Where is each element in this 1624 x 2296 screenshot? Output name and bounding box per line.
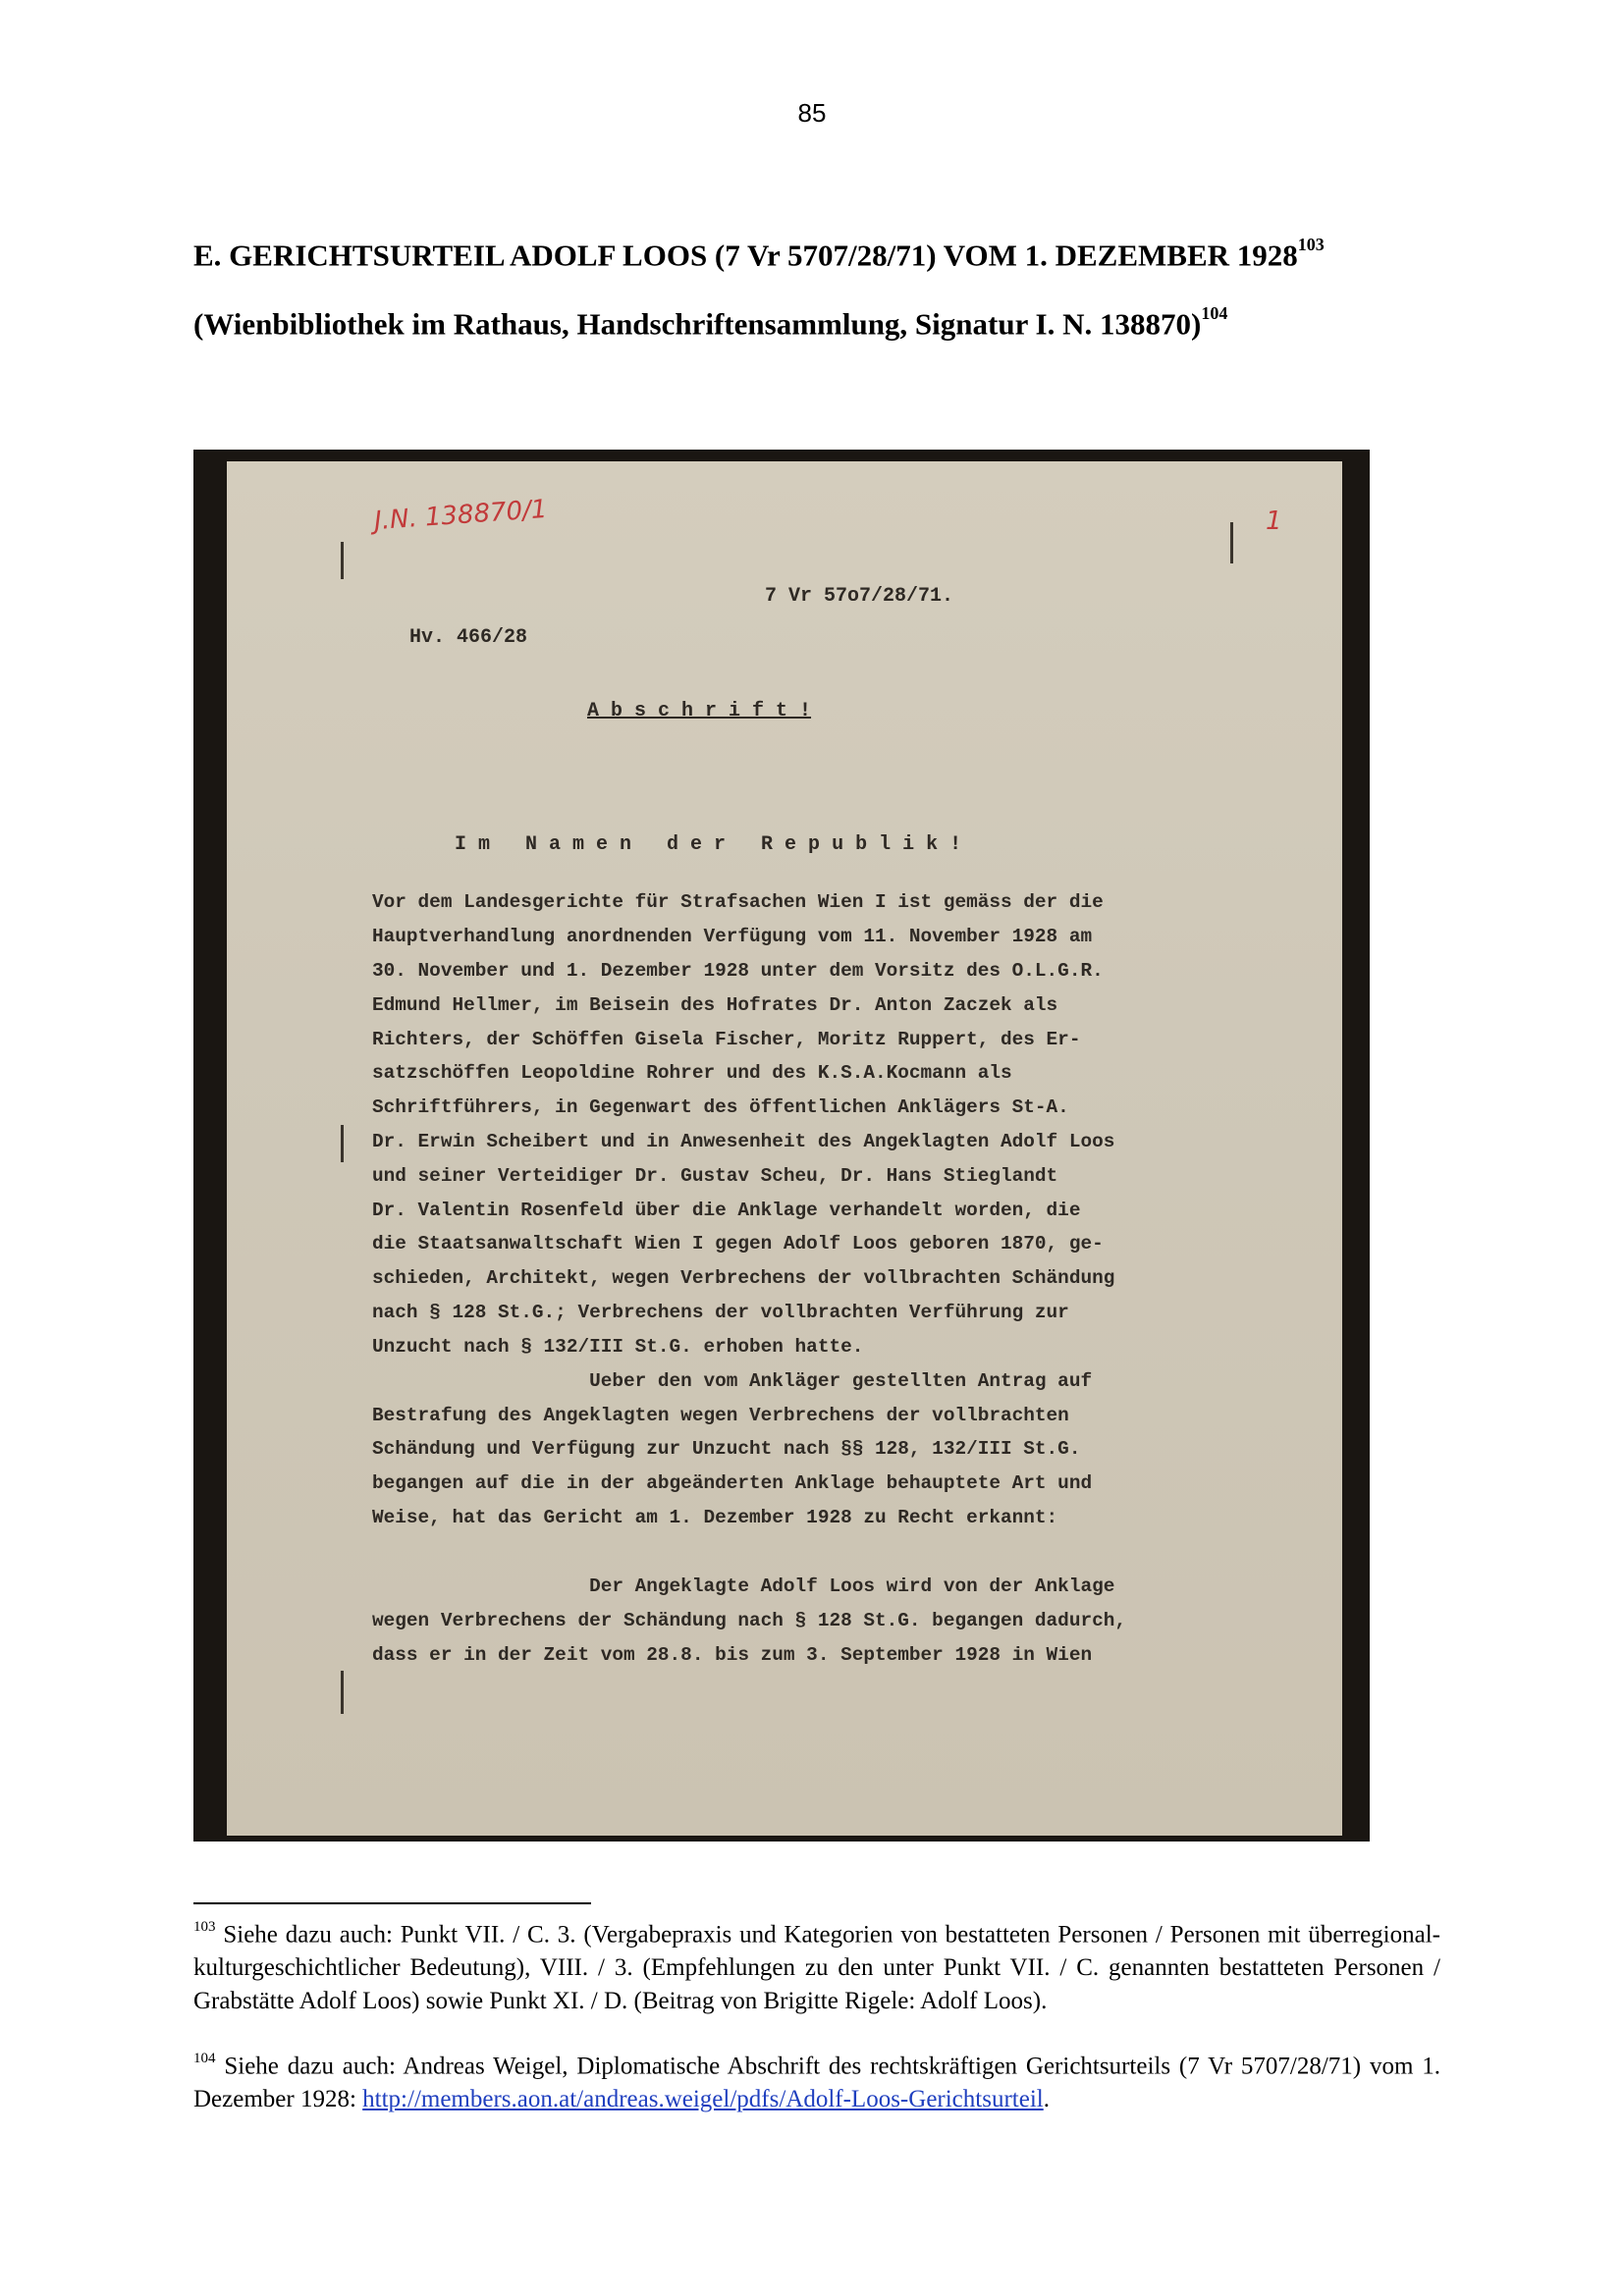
judgment-line: Der Angeklagte Adolf Loos wird von der Anklage <box>372 1575 1115 1597</box>
judgment-line: Weise, hat das Gericht am 1. Dezember 1928 zu Recht erkannt: <box>372 1507 1058 1528</box>
archive-stamp: J.N. 138870/1 <box>373 494 549 537</box>
source-heading <box>193 303 1470 342</box>
page-number: 85 <box>797 98 827 128</box>
source-link[interactable]: http://members.aon.at/andreas.weigel/pdfs/Adolf-Loos-Gerichtsurteil <box>362 2086 1044 2113</box>
file-number: 7 Vr 57o7/28/71. <box>765 585 954 608</box>
abschrift-heading: A b s c h r i f t ! <box>587 700 812 722</box>
judgment-line: nach § 128 St.G.; Verbrechens der vollbrachten Verführung zur <box>372 1302 1069 1323</box>
source-heading-text: (Wienbibliothek im Rathaus, Handschriftensammlung, Signatur I. N. 138870) <box>193 306 1202 342</box>
judgment-line: begangen auf die in der abgeänderten Anklage behauptete Art und <box>372 1472 1093 1494</box>
judgment-line: Hauptverhandlung anordnenden Verfügung vom 11. November 1928 am <box>372 926 1093 947</box>
judgment-line: schieden, Architekt, wegen Verbrechens der vollbrachten Schändung <box>372 1267 1115 1289</box>
judgment-line: Dr. Valentin Rosenfeld über die Anklage verhandelt worden, die <box>372 1200 1081 1221</box>
punch-mark <box>1230 522 1233 563</box>
footnote-ref-103[interactable]: 103 <box>1297 235 1325 254</box>
judgment-line: satzschöffen Leopoldine Rohrer und des K.S.A.Kocmann als <box>372 1062 1012 1084</box>
scanned-paper <box>227 461 1342 1836</box>
judgment-line: Schändung und Verfügung zur Unzucht nach §§ 128, 132/III St.G. <box>372 1438 1081 1460</box>
section-heading <box>193 235 1470 273</box>
judgment-line: Edmund Hellmer, im Beisein des Hofrates Dr. Anton Zaczek als <box>372 994 1058 1016</box>
judgment-line: Bestrafung des Angeklagten wegen Verbrechens der vollbrachten <box>372 1405 1069 1426</box>
judgment-line: Unzucht nach § 132/III St.G. erhoben hatte. <box>372 1336 864 1358</box>
judgment-line: Dr. Erwin Scheibert und in Anwesenheit des Angeklagten Adolf Loos <box>372 1131 1115 1152</box>
scanned-document-image <box>193 450 1370 1842</box>
footnote-trailing: . <box>1043 2086 1050 2113</box>
im-namen-heading: I m N a m e n d e r R e p u b l i k ! <box>455 833 962 856</box>
judgment-line: Richters, der Schöffen Gisela Fischer, Moritz Ruppert, des Er- <box>372 1029 1081 1050</box>
sheet-number: 1 <box>1266 507 1282 536</box>
punch-mark <box>341 1671 344 1714</box>
footnote-separator <box>193 1902 591 1904</box>
judgment-line: Schriftführers, in Gegenwart des öffentlichen Anklägers St-A. <box>372 1096 1069 1118</box>
judgment-line: Vor dem Landesgerichte für Strafsachen Wien I ist gemäss der die <box>372 891 1104 913</box>
judgment-line: Ueber den vom Ankläger gestellten Antrag auf <box>372 1370 1093 1392</box>
footnote-number: 103 <box>193 1919 216 1935</box>
footnote-104 <box>193 2044 1440 2116</box>
judgment-line: die Staatsanwaltschaft Wien I gegen Adolf Loos geboren 1870, ge- <box>372 1233 1104 1255</box>
footnote-103 <box>193 1912 1440 2018</box>
footnote-ref-104[interactable]: 104 <box>1201 303 1228 323</box>
footnote-number: 104 <box>193 2051 216 2066</box>
judgment-line: und seiner Verteidiger Dr. Gustav Scheu, Dr. Hans Stieglandt <box>372 1165 1058 1187</box>
footnote-text: Siehe dazu auch: Andreas Weigel, Diplomatische Abschrift des rechtskräftigen Gerichtsurteils (7 Vr 5707/28/71) vom 1. Dezember 1928: <box>193 2053 1440 2113</box>
judgment-line: wegen Verbrechens der Schändung nach § 128 St.G. begangen dadurch, <box>372 1610 1126 1631</box>
judgment-line: dass er in der Zeit vom 28.8. bis zum 3. September 1928 in Wien <box>372 1644 1093 1666</box>
punch-mark <box>341 542 344 579</box>
section-heading-text: E. GERICHTSURTEIL ADOLF LOOS (7 Vr 5707/28/71) VOM 1. DEZEMBER 1928 <box>193 238 1298 273</box>
footnote-text: Siehe dazu auch: Punkt VII. / C. 3. (Vergabepraxis und Kategorien von bestatteten Personen / Personen mit überregional-kulturgeschichtlicher Bedeutung), VIII. / 3. (Empfehlungen zu den unter Punkt VII. / C. genannten bestatteten Personen / Grabstätte Adolf Loos) sowie Punkt XI. / D. (Beitrag von Brigitte Rigele: Adolf Loos). <box>193 1921 1440 2015</box>
punch-mark <box>341 1125 344 1162</box>
hv-number: Hv. 466/28 <box>409 626 528 649</box>
judgment-line: 30. November und 1. Dezember 1928 unter dem Vorsitz des O.L.G.R. <box>372 960 1104 982</box>
